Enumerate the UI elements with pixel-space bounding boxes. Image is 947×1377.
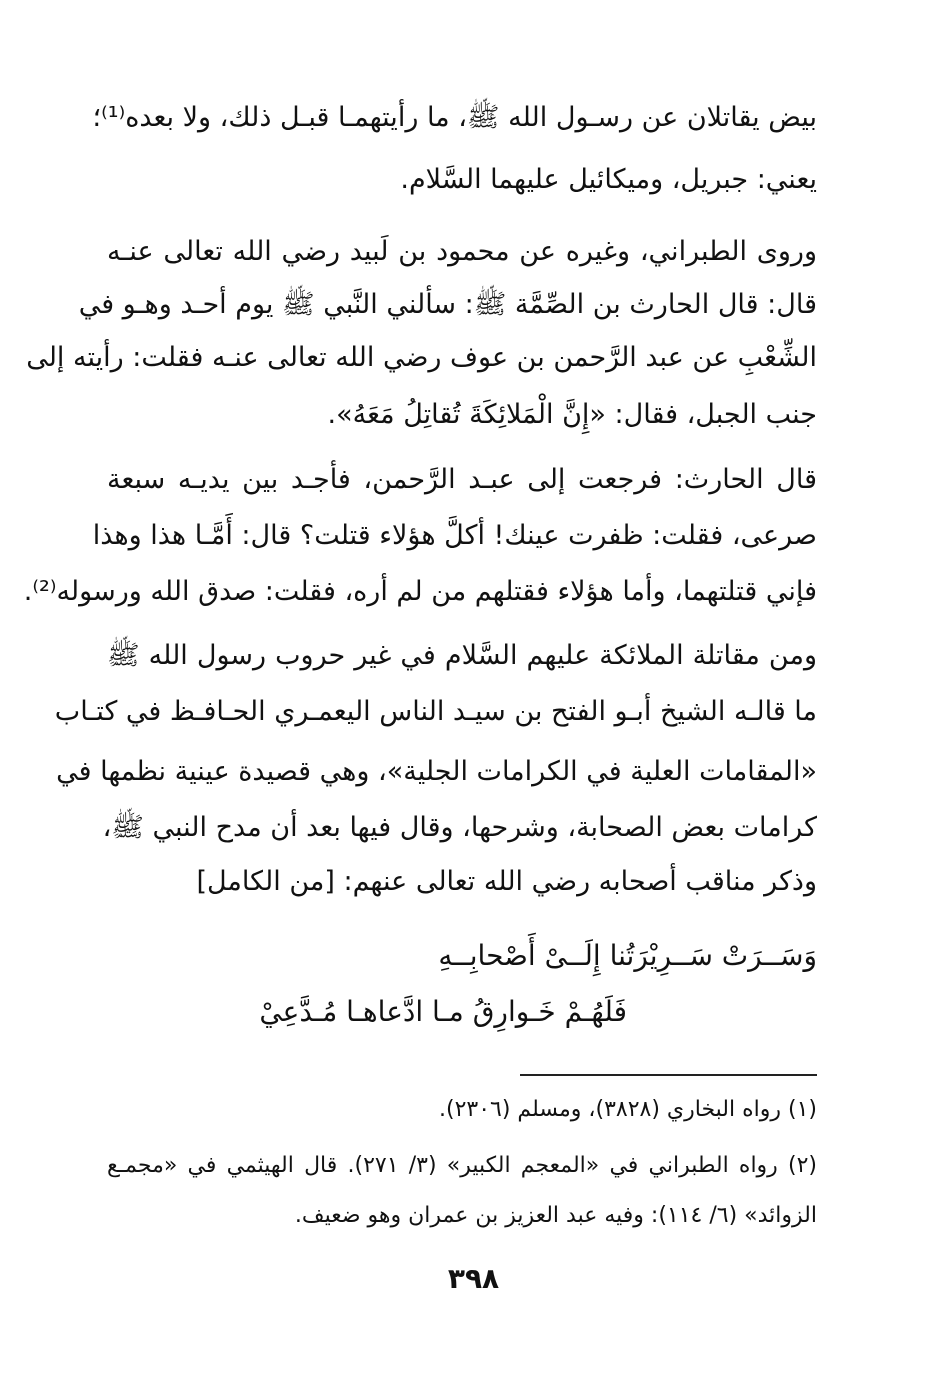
body-text-line: وذكر مناقب أصحابه رضي الله تعالى عنهم: [من الكامل] (196, 866, 817, 897)
footnote-line: (٢) رواه الطبراني في «المعجم الكبير» (٣/ ٢٧١). قال الهيثمي في «مجمـع (107, 1153, 818, 1178)
body-text-line: بيض يقاتلان عن رسـول الله ﷺ، ما رأيتهمـا قبـل ذلك، ولا بعده⁽¹⁾؛ (92, 102, 817, 133)
page-number: ٣٩٨ (447, 1262, 500, 1295)
footnote-line: الزوائد» (٦/ ١١٤): وفيه عبد العزيز بن عمران وهو ضعيف. (294, 1203, 817, 1228)
poem-verse-line: وَسَــرَتْ سَــرِيْرَتُنا إِلَــىْ أَصْحابِــهِ (438, 939, 817, 972)
footnote-line: (١) رواه البخاري (٣٨٢٨)، ومسلم (٢٣٠٦). (439, 1097, 817, 1122)
body-text-line: الشِّعْبِ عن عبد الرَّحمن بن عوف رضي الله تعالى عنـه فقلت: رأيته إلى (26, 342, 817, 373)
body-text-line: فإني قتلتهما، وأما هؤلاء فقتلهم من لم أره، فقلت: صدق الله ورسوله⁽²⁾. (23, 576, 817, 607)
body-text-line: وروى الطبراني، وغيره عن محمود بن لَبيد رضي الله تعالى عنـه (107, 236, 817, 267)
body-text-line: صرعى، فقلت: ظفرت عينك! أكلَّ هؤلاء قتلت؟ قال: أَمَّـا هذا وهذا (92, 520, 817, 551)
body-text-line: ما قالـه الشيخ أبـو الفتح بن سيـد الناس اليعمـري الحـافـظ في كتـاب (54, 696, 817, 727)
body-text-line: جنب الجبل، فقال: «إِنَّ الْمَلائِكَةَ تُقاتِلُ مَعَهُ». (327, 399, 817, 430)
body-text-line: قال: قال الحارث بن الصِّمَّة ﷺ: سألني النَّبي ﷺ يوم أحـد وهـو في (78, 289, 817, 320)
body-text-line: قال الحارث: فرجعت إلى عبـد الرَّحمن، فأجـد بين يديـه سبعة (107, 464, 817, 495)
poem-verse-line: فَلَهُـمْ خَـوارِقُ مـا ادَّعاهـا مُـدَّعِيْ (259, 995, 627, 1028)
body-text-line: «المقامات العلية في الكرامات الجلية»، وهي قصيدة عينية نظمها في (56, 756, 817, 787)
footnote-divider (520, 1074, 817, 1076)
body-text-line: يعني: جبريل، وميكائيل عليهما السَّلام. (400, 164, 817, 195)
body-text-line: كرامات بعض الصحابة، وشرحها، وقال فيها بعد أن مدح النبي ﷺ، (102, 812, 817, 843)
body-text-line: ومن مقاتلة الملائكة عليهم السَّلام في غير حروب رسول الله ﷺ (107, 640, 817, 671)
